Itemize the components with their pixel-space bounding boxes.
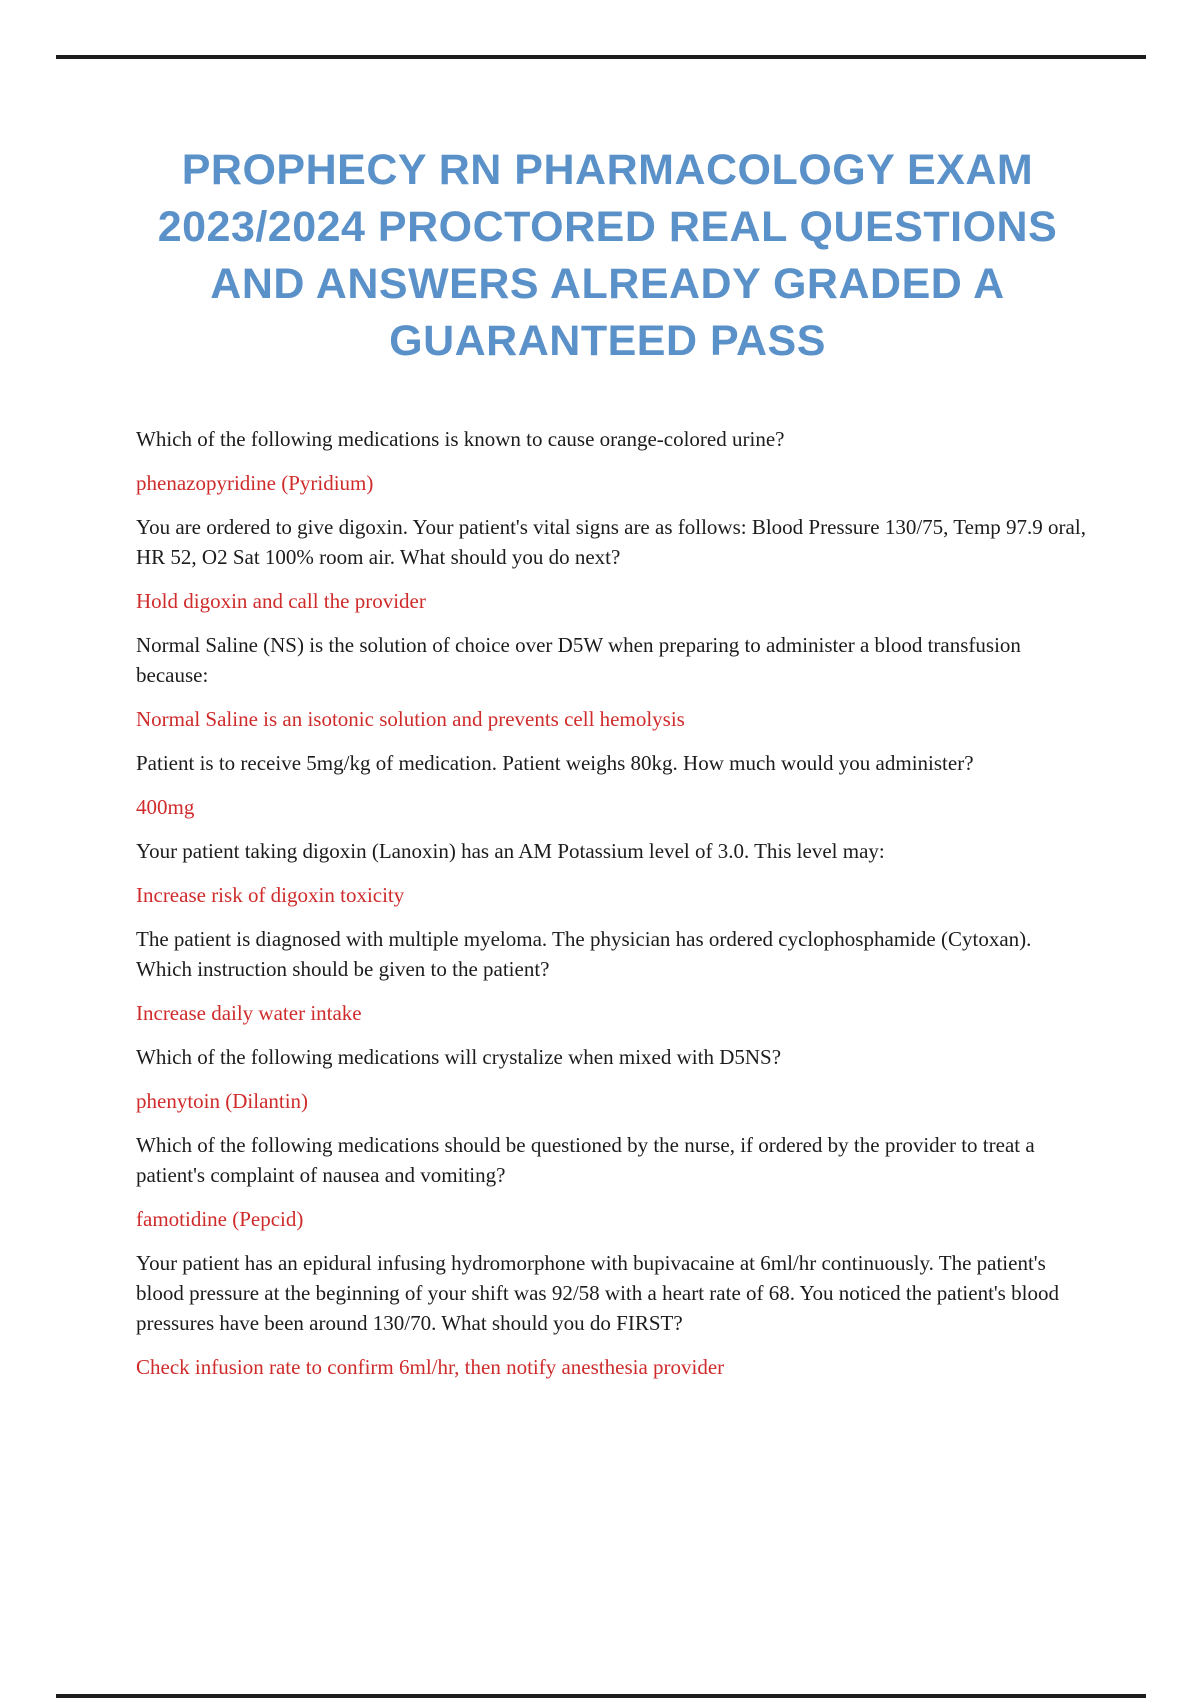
question-text: You are ordered to give digoxin. Your patient's vital signs are as follows: Blood Pressure 130/75, Temp 97.9 oral, HR 52, O2 Sat 100% room air. What should you do next?	[136, 515, 1086, 569]
question-text: The patient is diagnosed with multiple myeloma. The physician has ordered cyclophosphamide (Cytoxan). Which instruction should be given to the patient?	[136, 927, 1032, 981]
question-text: Which of the following medications is known to cause orange-colored urine?	[136, 427, 785, 451]
answer-text: Increase daily water intake	[136, 1001, 362, 1025]
question-text: Patient is to receive 5mg/kg of medication. Patient weighs 80kg. How much would you administer?	[136, 751, 974, 775]
document-title-line-2: 2023/2024 PROCTORED REAL QUESTIONS	[157, 203, 1058, 251]
question-text: Your patient taking digoxin (Lanoxin) has an AM Potassium level of 3.0. This level may:	[136, 839, 885, 863]
top-divider	[56, 55, 1146, 59]
answer-text: phenazopyridine (Pyridium)	[136, 471, 374, 495]
answer-text: phenytoin (Dilantin)	[136, 1089, 309, 1113]
answer-text: Increase risk of digoxin toxicity	[136, 883, 405, 907]
question-text: Normal Saline (NS) is the solution of choice over D5W when preparing to administer a blood transfusion because:	[136, 633, 1021, 687]
document-title-line-4: GUARANTEED PASS	[389, 317, 826, 365]
answer-text: 400mg	[136, 795, 195, 819]
answer-text: famotidine (Pepcid)	[136, 1207, 304, 1231]
question-text: Which of the following medications will crystalize when mixed with D5NS?	[136, 1045, 782, 1069]
question-text: Which of the following medications should be questioned by the nurse, if ordered by the provider to treat a patient's complaint of nausea and vomiting?	[136, 1133, 1035, 1187]
answer-text: Hold digoxin and call the provider	[136, 589, 426, 613]
document-title-line-1: PROPHECY RN PHARMACOLOGY EXAM	[181, 146, 1034, 194]
question-text: Your patient has an epidural infusing hydromorphone with bupivacaine at 6ml/hr continuously. The patient's blood pressure at the beginning of your shift was 92/58 with a heart rate of 68. You noticed the patient's blood pressures have been around 130/70. What should you do FIRST?	[136, 1251, 1059, 1335]
answer-text: Normal Saline is an isotonic solution and prevents cell hemolysis	[136, 707, 685, 731]
document-title-line-3: AND ANSWERS ALREADY GRADED A	[210, 260, 1005, 308]
qa-list	[136, 424, 1088, 1396]
document-title	[15, 142, 1200, 370]
answer-text: Check infusion rate to confirm 6ml/hr, then notify anesthesia provider	[136, 1355, 725, 1379]
bottom-divider	[56, 1694, 1146, 1698]
